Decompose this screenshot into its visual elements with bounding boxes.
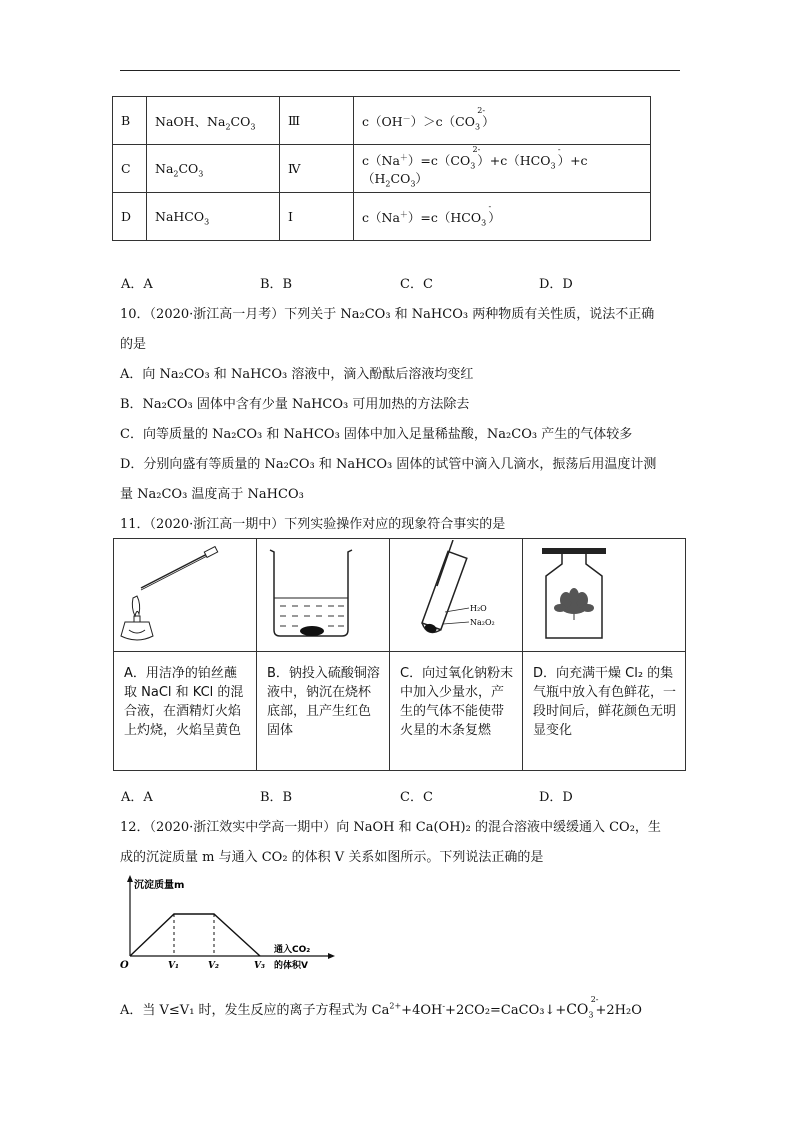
q10-option-d[interactable]: D．分别向盛有等质量的 Na₂CO₃ 和 NaHCO₃ 固体的试管中滴入几滴水，振荡后用温度计测 xyxy=(120,457,657,472)
figure-cell-c xyxy=(390,539,523,652)
table-row xyxy=(113,193,651,241)
water-label: H₂O xyxy=(470,604,487,613)
row-label: C xyxy=(113,145,147,193)
peroxide-label: Na₂O₂ xyxy=(470,618,495,627)
header-rule xyxy=(120,70,680,71)
flower-icon xyxy=(554,588,594,614)
row-label: D xyxy=(113,193,147,241)
q9-option-c[interactable]: C．C xyxy=(400,277,433,292)
graph-tick-v1: V₁ xyxy=(168,961,179,971)
graph-x-label-cont: 的体积V xyxy=(274,961,308,971)
q10-option-d-cont: 量 Na₂CO₃ 温度高于 NaHCO₃ xyxy=(120,487,304,502)
q11-option-c[interactable]: C．C xyxy=(400,790,433,805)
q9-option-b[interactable]: B．B xyxy=(260,277,293,292)
flame-test-figure xyxy=(115,540,255,646)
q11-option-b[interactable]: B．B xyxy=(260,790,293,805)
graph-y-label: 沉淀质量m xyxy=(134,880,185,891)
q12-stem: 12．（2020·浙江效实中学高一期中）向 NaOH 和 Ca(OH)₂ 的混合溶液中缓缓通入 CO₂，生 xyxy=(120,820,661,835)
q11-option-d[interactable]: D．D xyxy=(539,790,573,805)
beaker-figure xyxy=(258,540,388,646)
figure-row xyxy=(114,539,686,652)
q9-option-a[interactable]: A．A xyxy=(121,277,153,292)
q9-option-d[interactable]: D．D xyxy=(539,277,573,292)
row-label: B xyxy=(113,97,147,145)
q10-stem: 10．（2020·浙江高一月考）下列关于 Na₂CO₃ 和 NaHCO₃ 两种物质有关性质，说法不正确 xyxy=(120,307,655,322)
test-tube-figure xyxy=(391,540,521,646)
caption-row xyxy=(114,652,686,771)
graph-origin: O xyxy=(120,960,129,971)
solute-cell: NaHCO$_3$ xyxy=(147,193,280,241)
q12-stem-cont: 成的沉淀质量 m 与通入 CO₂ 的体积 V 关系如图所示。下列说法正确的是 xyxy=(120,850,544,865)
q12-option-a[interactable]: A．当 V≤V₁ 时，发生反应的离子方程式为 $Ca^{2+}+4OH^-+2CO_2=CaCO_3↓+CO_3$ 2- +2H₂O xyxy=(120,995,642,1020)
caption-a: A．用洁净的铂丝蘸取 NaCl 和 KCl 的混合液，在酒精灯火焰上灼烧，火焰呈黄色 xyxy=(114,652,257,771)
relation-cell: $c(OH^-)>c(CO_3$ 2- ） xyxy=(354,97,651,145)
relation-cell: $c(Na^+)=c(HCO_3$ - ） xyxy=(354,193,651,241)
figure-cell-b xyxy=(257,539,390,652)
relation-cell: $c(Na^+)=c(CO_3$ 2- ）$+c(HCO_3$ - ）$+c(H_2CO_3)$ xyxy=(354,145,651,193)
table-row xyxy=(113,97,651,145)
q10-stem-cont: 的是 xyxy=(120,337,147,352)
q9-table xyxy=(112,96,651,241)
figure-cell-a xyxy=(114,539,257,652)
table-row xyxy=(113,145,651,193)
q10-option-a[interactable]: A．向 Na₂CO₃ 和 NaHCO₃ 溶液中，滴入酚酞后溶液均变红 xyxy=(120,367,474,382)
graph-tick-v3: V₃ xyxy=(254,961,265,971)
figure-cell-d xyxy=(523,539,686,652)
gas-jar-figure xyxy=(524,540,684,646)
group-cell: Ⅲ xyxy=(280,97,354,145)
q11-table xyxy=(113,538,686,771)
group-cell: Ⅳ xyxy=(280,145,354,193)
caption-b: B．钠投入硫酸铜溶液中，钠沉在烧杯底部，且产生红色固体 xyxy=(257,652,390,771)
caption-d: D．向充满干燥 Cl₂ 的集气瓶中放入有色鲜花，一段时间后，鲜花颜色无明显变化 xyxy=(523,652,686,771)
solute-cell: $Na_2CO_3$ xyxy=(147,145,280,193)
caption-c: C．向过氧化钠粉末中加入少量水，产生的气体不能使带火星的木条复燃 xyxy=(390,652,523,771)
group-cell: Ⅰ xyxy=(280,193,354,241)
graph-tick-v2: V₂ xyxy=(208,961,219,971)
graph-x-label: 通入CO₂ xyxy=(274,945,311,955)
solute-cell: NaOH、$Na_2CO_3$ xyxy=(147,97,280,145)
q11-stem: 11．（2020·浙江高一期中）下列实验操作对应的现象符合事实的是 xyxy=(120,517,506,532)
q10-option-b[interactable]: B．Na₂CO₃ 固体中含有少量 NaHCO₃ 可用加热的方法除去 xyxy=(120,397,470,412)
precipitate-graph xyxy=(118,872,338,978)
q11-option-a[interactable]: A．A xyxy=(121,790,153,805)
q10-option-c[interactable]: C．向等质量的 Na₂CO₃ 和 NaHCO₃ 固体中加入足量稀盐酸，Na₂CO₃ 产生的气体较多 xyxy=(120,427,633,442)
